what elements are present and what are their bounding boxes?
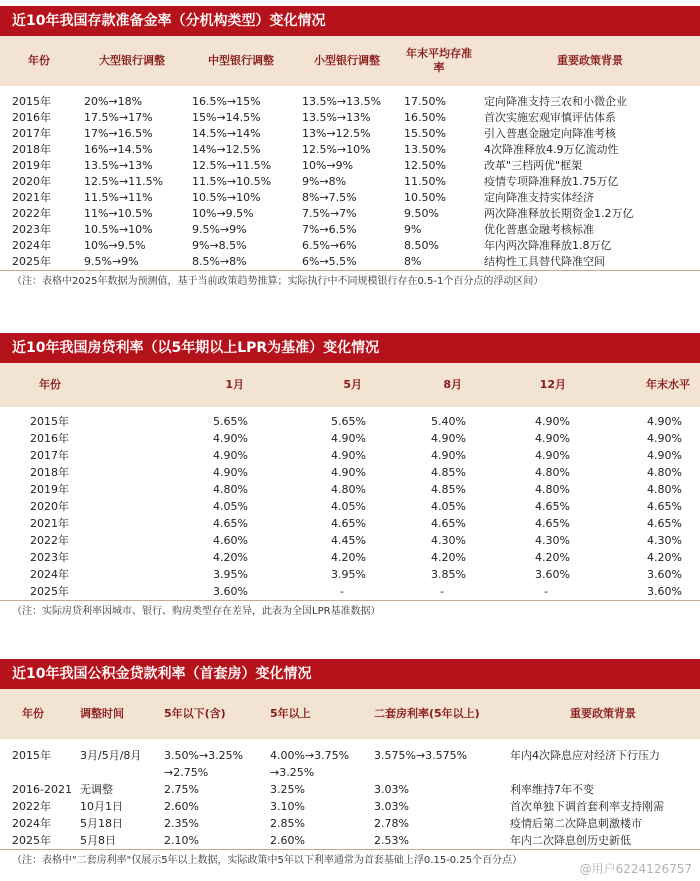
t1-cell: 4次降准释放4.9万亿流动性 [484, 143, 619, 156]
t1-cell: 16%→14.5% [84, 143, 153, 156]
t1-cell: 定向降准支持三农和小微企业 [484, 95, 627, 108]
table-row [0, 515, 700, 532]
t3-cell: 5月8日 [80, 834, 116, 847]
t2-cell: 2017年 [30, 449, 69, 462]
t2-cell: 4.30% [431, 534, 466, 547]
t3-cell: 疫情后第二次降息刺激楼市 [510, 817, 642, 830]
t2-cell: 4.90% [331, 449, 366, 462]
t1-note: （注：表格中2025年数据为预测值，基于当前政策趋势推算；实际执行中不同规模银行存在0.5-1个百分点的浮动区间） [12, 276, 544, 287]
t2-cell: 5.40% [431, 415, 466, 428]
t1-cell: 12.50% [404, 159, 446, 172]
t1-cell: 16.50% [404, 111, 446, 124]
t1-cell: 10%→9.5% [84, 239, 146, 252]
t2-cell: 4.80% [647, 466, 682, 479]
t2-cell: 3.60% [213, 585, 248, 598]
table-row [0, 413, 700, 430]
t1-cell: 9.50% [404, 207, 439, 220]
table-row [0, 206, 700, 222]
t3-cell: 2.75% [164, 783, 199, 796]
t1-header: 大型银行调整 [78, 36, 186, 86]
t1-header: 年末平均存准率 [398, 36, 480, 86]
table-row [0, 190, 700, 206]
t1-cell: 10%→9% [302, 159, 354, 172]
t2-cell: 2015年 [30, 415, 69, 428]
t2-cell: 4.30% [647, 534, 682, 547]
t1-cell: 12.5%→11.5% [192, 159, 272, 172]
t3-cell: 2.53% [374, 834, 409, 847]
t1-cell: 2023年 [12, 223, 51, 236]
table-row [0, 832, 700, 849]
table-row [0, 566, 700, 583]
t3-cell: 年内4次降息应对经济下行压力 [510, 749, 660, 762]
t1-cell: 2024年 [12, 239, 51, 252]
t2-cell: 2016年 [30, 432, 69, 445]
t1-header: 重要政策背景 [480, 36, 700, 86]
t1-cell: 17.5%→17% [84, 111, 153, 124]
t2-header: 12月 [484, 363, 588, 407]
t3-cell: 3.10% [270, 800, 305, 813]
t1-cell: 两次降准释放长期资金1.2万亿 [484, 207, 634, 220]
table-row [0, 254, 700, 270]
t3-header: 年份 [0, 689, 80, 739]
t1-cell: 16.5%→15% [192, 95, 261, 108]
t1-cell: 2018年 [12, 143, 51, 156]
t1-cell: 2019年 [12, 159, 51, 172]
t2-cell: 4.80% [647, 483, 682, 496]
t3-cell [0, 764, 80, 781]
t2-cell: 4.65% [431, 517, 466, 530]
t3-cell: 3.575%→3.575% [374, 749, 468, 762]
t2-cell: 4.65% [647, 500, 682, 513]
t3-cell: →2.75% [164, 766, 209, 779]
table-row [0, 498, 700, 515]
mortgage-rate-table [0, 363, 700, 600]
table-row [0, 126, 700, 142]
t1-cell: 15%→14.5% [192, 111, 261, 124]
t3-header: 5年以上 [270, 689, 374, 739]
t3-cell [80, 764, 164, 781]
t3-cell [506, 764, 700, 781]
t3-header: 重要政策背景 [506, 689, 700, 739]
t1-cell: 8% [404, 255, 422, 268]
t2-cell: 4.85% [431, 466, 466, 479]
t1-cell: 8%→7.5% [302, 191, 357, 204]
t2-cell: 4.05% [431, 500, 466, 513]
table-row [0, 464, 700, 481]
t3-cell: 2.35% [164, 817, 199, 830]
t2-cell: 4.65% [647, 517, 682, 530]
t2-cell: 2019年 [30, 483, 69, 496]
t3-header: 二套房利率(5年以上) [374, 689, 506, 739]
t2-cell: 3.60% [535, 568, 570, 581]
t1-cell: 疫情专项降准释放1.75万亿 [484, 175, 619, 188]
t2-cell: 4.80% [213, 483, 248, 496]
t2-cell: 2021年 [30, 517, 69, 530]
t2-header: 1月 [100, 363, 266, 407]
t3-note: （注：表格中"二套房利率"仅展示5年以上数据，实际政策中5年以下利率通常为首套基础上浮0.15-0.25个百分点） [12, 855, 523, 866]
t1-cell: 2022年 [12, 207, 51, 220]
t3-cell: 2.85% [270, 817, 305, 830]
t3-cell: 3.03% [374, 800, 409, 813]
t2-cell: 5.65% [213, 415, 248, 428]
t1-cell: 13.5%→13% [302, 111, 371, 124]
t2-cell: 4.90% [213, 449, 248, 462]
t2-cell: 4.80% [331, 483, 366, 496]
t2-cell: 4.05% [331, 500, 366, 513]
t3-cell: 3.50%→3.25% [164, 749, 244, 762]
t2-title: 近10年我国房贷利率（以5年期以上LPR为基准）变化情况 [0, 333, 700, 363]
t3-cell: 10月1日 [80, 800, 123, 813]
t2-header-row [0, 363, 700, 407]
table-row [0, 174, 700, 190]
t3-cell: 2015年 [12, 749, 51, 762]
t2-cell: 3.60% [647, 585, 682, 598]
t1-cell: 6.5%→6% [302, 239, 357, 252]
t2-cell: 4.65% [535, 500, 570, 513]
t1-cell: 13%→12.5% [302, 127, 371, 140]
table-row [0, 110, 700, 126]
t3-cell: 2.60% [270, 834, 305, 847]
t2-header: 8月 [384, 363, 484, 407]
t1-cell: 11%→10.5% [84, 207, 153, 220]
t2-cell: 4.20% [647, 551, 682, 564]
t1-cell: 2016年 [12, 111, 51, 124]
t1-cell: 9.5%→9% [84, 255, 139, 268]
t2-cell: 4.80% [535, 466, 570, 479]
t1-cell: 11.5%→11% [84, 191, 153, 204]
t1-cell: 2021年 [12, 191, 51, 204]
t1-cell: 15.50% [404, 127, 446, 140]
t1-cell: 10.5%→10% [84, 223, 153, 236]
t2-header: 5月 [266, 363, 384, 407]
table-row [0, 747, 700, 764]
t1-cell: 13.50% [404, 143, 446, 156]
t1-cell: 17%→16.5% [84, 127, 153, 140]
table-row [0, 798, 700, 815]
t2-cell: 4.20% [213, 551, 248, 564]
t2-cell: 3.95% [331, 568, 366, 581]
t2-cell: 4.65% [213, 517, 248, 530]
t2-cell: 4.20% [535, 551, 570, 564]
t1-cell: 14.5%→14% [192, 127, 261, 140]
t1-cell: 11.5%→10.5% [192, 175, 272, 188]
t1-cell: 2015年 [12, 95, 51, 108]
t1-cell: 10.50% [404, 191, 446, 204]
t1-cell: 11.50% [404, 175, 446, 188]
t3-cell: 4.00%→3.75% [270, 749, 350, 762]
t1-cell: 12.5%→10% [302, 143, 371, 156]
t2-cell: 4.30% [535, 534, 570, 547]
table-row [0, 781, 700, 798]
table-row [0, 238, 700, 254]
t1-cell: 6%→5.5% [302, 255, 357, 268]
t1-header-row [0, 36, 700, 86]
table-row [0, 94, 700, 110]
t1-cell: 14%→12.5% [192, 143, 261, 156]
t2-note: （注：实际房贷利率因城市、银行、购房类型存在差异，此表为全国LPR基准数据） [12, 606, 381, 617]
t3-cell: 5月18日 [80, 817, 123, 830]
t1-cell: 17.50% [404, 95, 446, 108]
t2-cell: 2024年 [30, 568, 69, 581]
provident-fund-table [0, 689, 700, 849]
t1-title: 近10年我国存款准备金率（分机构类型）变化情况 [0, 6, 700, 36]
t3-cell: 2016-2021 [12, 783, 72, 796]
t1-header: 中型银行调整 [186, 36, 296, 86]
table-row [0, 583, 700, 600]
t3-cell: 无调整 [80, 783, 113, 796]
t2-cell: - [440, 585, 444, 598]
t2-cell: 4.05% [213, 500, 248, 513]
t3-cell: →3.25% [270, 766, 315, 779]
t3-cell: 2.78% [374, 817, 409, 830]
table-row [0, 142, 700, 158]
t3-cell: 2022年 [12, 800, 51, 813]
t2-cell: 2018年 [30, 466, 69, 479]
t2-cell: 4.90% [647, 415, 682, 428]
t2-cell: 2020年 [30, 500, 69, 513]
watermark: @用户6224126757 [579, 862, 692, 876]
t2-cell: 4.90% [213, 466, 248, 479]
t2-cell: 4.65% [535, 517, 570, 530]
t3-cell: 3月/5月/8月 [80, 749, 142, 762]
t2-header: 年末水平 [588, 363, 700, 407]
t1-cell: 12.5%→11.5% [84, 175, 164, 188]
t2-cell: 4.90% [331, 466, 366, 479]
t1-cell: 定向降准支持实体经济 [484, 191, 594, 204]
t2-cell: 4.45% [331, 534, 366, 547]
t1-cell: 10%→9.5% [192, 207, 254, 220]
t1-cell: 改革"三档两优"框架 [484, 159, 583, 172]
table-row [0, 532, 700, 549]
t3-cell [374, 764, 506, 781]
t3-cell: 2025年 [12, 834, 51, 847]
t2-cell: 4.90% [535, 432, 570, 445]
t1-cell: 结构性工具替代降准空间 [484, 255, 605, 268]
t3-cell: 首次单独下调首套利率支持刚需 [510, 800, 664, 813]
t3-title: 近10年我国公积金贷款利率（首套房）变化情况 [0, 659, 700, 689]
t1-cell: 2020年 [12, 175, 51, 188]
t1-cell: 9% [404, 223, 422, 236]
t2-cell: 4.90% [213, 432, 248, 445]
t2-header: 年份 [0, 363, 100, 407]
table-row [0, 222, 700, 238]
t2-cell: 4.80% [535, 483, 570, 496]
t3-cell: 2024年 [12, 817, 51, 830]
t2-cell: 4.85% [431, 483, 466, 496]
t2-cell: 4.90% [331, 432, 366, 445]
t3-cell: 2.10% [164, 834, 199, 847]
table-row [0, 430, 700, 447]
t1-cell: 2025年 [12, 255, 51, 268]
table-row [0, 815, 700, 832]
t1-cell: 9.5%→9% [192, 223, 247, 236]
t2-cell: 4.90% [647, 449, 682, 462]
t3-cell: 2.60% [164, 800, 199, 813]
t2-cell: 4.60% [213, 534, 248, 547]
t3-cell: 3.25% [270, 783, 305, 796]
t2-cell: 4.65% [331, 517, 366, 530]
t1-cell: 13.5%→13% [84, 159, 153, 172]
t1-header: 小型银行调整 [296, 36, 398, 86]
t3-header-row [0, 689, 700, 739]
t2-cell: 2023年 [30, 551, 69, 564]
t1-cell: 优化普惠金融考核标准 [484, 223, 594, 236]
t3-header: 调整时间 [80, 689, 164, 739]
t1-cell: 20%→18% [84, 95, 143, 108]
t2-cell: 4.20% [431, 551, 466, 564]
t1-cell: 8.5%→8% [192, 255, 247, 268]
t1-cell: 8.50% [404, 239, 439, 252]
reserve-ratio-table [0, 36, 700, 270]
t2-cell: 5.65% [331, 415, 366, 428]
t2-cell: 4.90% [647, 432, 682, 445]
t2-cell: 4.90% [535, 449, 570, 462]
t2-cell: 3.95% [213, 568, 248, 581]
t2-cell: 2022年 [30, 534, 69, 547]
t3-cell: 年内二次降息创历史新低 [510, 834, 631, 847]
table-row [0, 549, 700, 566]
table-row [0, 158, 700, 174]
t3-cell: 3.03% [374, 783, 409, 796]
t1-cell: 13.5%→13.5% [302, 95, 382, 108]
t1-cell: 引入普惠金融定向降准考核 [484, 127, 616, 140]
table-row [0, 447, 700, 464]
t2-cell: 4.20% [331, 551, 366, 564]
t1-cell: 首次实施宏观审慎评估体系 [484, 111, 616, 124]
t2-cell: 3.60% [647, 568, 682, 581]
t2-cell: 3.85% [431, 568, 466, 581]
t1-cell: 9%→8% [302, 175, 347, 188]
t1-cell: 7.5%→7% [302, 207, 357, 220]
t2-cell: 4.90% [431, 449, 466, 462]
t1-cell: 7%→6.5% [302, 223, 357, 236]
t3-header: 5年以下(含) [164, 689, 270, 739]
t1-header: 年份 [0, 36, 78, 86]
t2-cell: 4.90% [535, 415, 570, 428]
t2-cell: - [544, 585, 548, 598]
table-row-continuation [0, 764, 700, 781]
t2-cell: 2025年 [30, 585, 69, 598]
t1-cell: 年内两次降准释放1.8万亿 [484, 239, 612, 252]
t2-cell: - [340, 585, 344, 598]
t1-cell: 10.5%→10% [192, 191, 261, 204]
t1-cell: 2017年 [12, 127, 51, 140]
t1-cell: 9%→8.5% [192, 239, 247, 252]
table-row [0, 481, 700, 498]
t3-cell: 利率维持7年不变 [510, 783, 594, 796]
t2-cell: 4.90% [431, 432, 466, 445]
